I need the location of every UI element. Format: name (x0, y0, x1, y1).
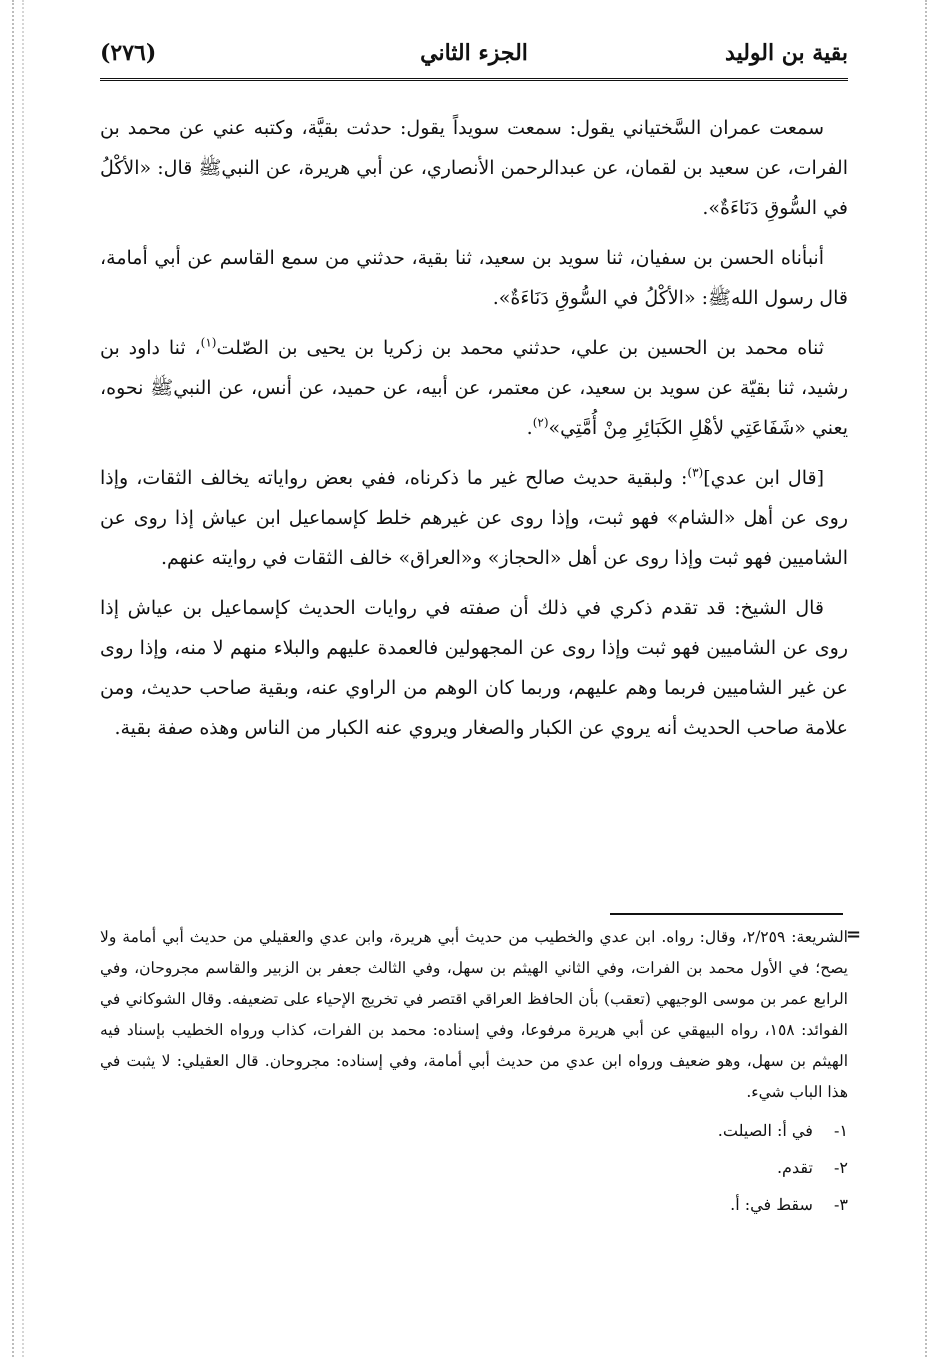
footnote-list (100, 1112, 848, 1223)
paragraph-3-text-b: ، ثنا داود بن رشيد، ثنا بقيّة عن سويد بن سعيد، عن معتمر، عن أبيه، عن حميد، عن أنس، عن النبيﷺ نحوه، يعني «شَفَاعَتِي لأهْلِ الكَبَائِرِ مِنْ أُمَّتِي» (100, 337, 848, 439)
volume-title: الجزء الثاني (420, 40, 528, 66)
paragraph-2: أنبأناه الحسن بن سفيان، ثنا سويد بن سعيد، ثنا بقية، حدثني من سمع القاسم عن أبي أمامة، قال رسول اللهﷺ: «الأكْلُ في السُّوقِ دَنَاءَةٌ». (100, 247, 848, 309)
paragraph-3-text-c: . (526, 417, 533, 439)
header-rule (100, 78, 848, 81)
footnote-ref-1: (١) (200, 335, 217, 350)
scan-margin-dots (925, 0, 927, 1357)
paragraph-3-text-a: ثناه محمد بن الحسين بن علي، حدثني محمد بن زكريا بن يحيى بن الصّلت (216, 337, 824, 359)
paragraph-1: سمعت عمران السَّختياني يقول: سمعت سويداً يقول: حدثت بقيَّة، وكتبه عني عن محمد بن الفرات، عن سعيد بن لقمان، عن عبدالرحمن الأنصاري، عن أبي هريرة، عن النبيﷺ قال: «الأكْلُ في السُّوقِ دَنَاءَةٌ». (100, 117, 848, 219)
footnote-ref-2: (٢) (532, 415, 549, 430)
footnote-continuation: الشريعة: ٢/٢٥٩، وقال: رواه. ابن عدي والخطيب من حديث أبي هريرة، وابن عدي والعقيلي من حديث أبي أمامة ولا يصح؛ في الأول محمد بن الفرات، وفي الثاني الهيثم بن سهل، وفي الثالث جعفر بن الزبير والقاسم مجروحان، وفي الرابع عمر بن موسى الوجيهي (تعقب) بأن الحافظ العراقي اقتصر في تخريج الإحياء على تضعيفه. وقال الشوكاني في الفوائد: ١٥٨، رواه البيهقي عن أبي هريرة مرفوعا، وفي إسناده: محمد بن الفرات، كذاب ورواه الخطيب بإسناد فيه الهيثم بن سهل، وهو ضعيف ورواه ابن عدي من حديث أبي أمامة، وفي إسناده: مجروحان. قال العقيلي: لا يثبت في هذا الباب شيء. (100, 928, 848, 1101)
footnote-text: تقدم. (776, 1158, 813, 1177)
footnote-item (100, 1112, 848, 1149)
paragraph-5: قال الشيخ: قد تقدم ذكري في ذلك أن صفته في روايات الحديث كإسماعيل بن عياش إذا روى عن الشاميين فهو ثبت وإذا روى عن المجهولين فالعمدة عليهم والبلاء منهم لا منه، وإذا روى عن غير الشاميين فربما وهم عليهم، وربما كان الوهم من الراوي عنه، وبقية صاحب حديث، ومن علامة صاحب الحديث أنه يروي عن الكبار والصغار ويروي عنه الكبار من الناس وهذه صفة بقية. (100, 597, 848, 739)
scan-margin-dots (22, 0, 24, 1357)
footnote-continuation-mark: = (846, 924, 862, 945)
footnote-number: ١- (834, 1121, 848, 1140)
chapter-title: بقية بن الوليد (725, 40, 848, 66)
footnote-text: سقط في: أ. (730, 1195, 813, 1214)
page-number: (٢٧٦) (100, 40, 157, 66)
footnote-text: في أ: الصيلت. (717, 1121, 813, 1140)
paragraph-3 (100, 328, 848, 448)
footnote-item (100, 1186, 848, 1223)
footnote-item (100, 1149, 848, 1186)
footnotes (100, 922, 848, 1223)
scan-margin-dots (12, 0, 14, 1357)
paragraph-4-text-a: [قال ابن عدي] (703, 467, 824, 489)
paragraph-4-text-b: : ولبقية حديث صالح غير ما ذكرناه، ففي بعض رواياته يخالف الثقات، وإذا روى عن أهل «الشام» فهو ثبت، وإذا روى عن غيرهم خلط كإسماعيل ابن عياش إذا روى عن الشاميين فهو ثبت وإذا روى عن أهل «الحجاز» و«العراق» خالف الثقات في روايته عنهم. (100, 467, 848, 569)
footnote-number: ٣- (834, 1195, 848, 1214)
main-text (100, 108, 848, 758)
paragraph-4 (100, 458, 848, 578)
running-header (100, 28, 848, 78)
footnote-number: ٢- (834, 1158, 848, 1177)
footnote-ref-3: (٣) (687, 465, 704, 480)
footnote-separator (610, 913, 843, 915)
